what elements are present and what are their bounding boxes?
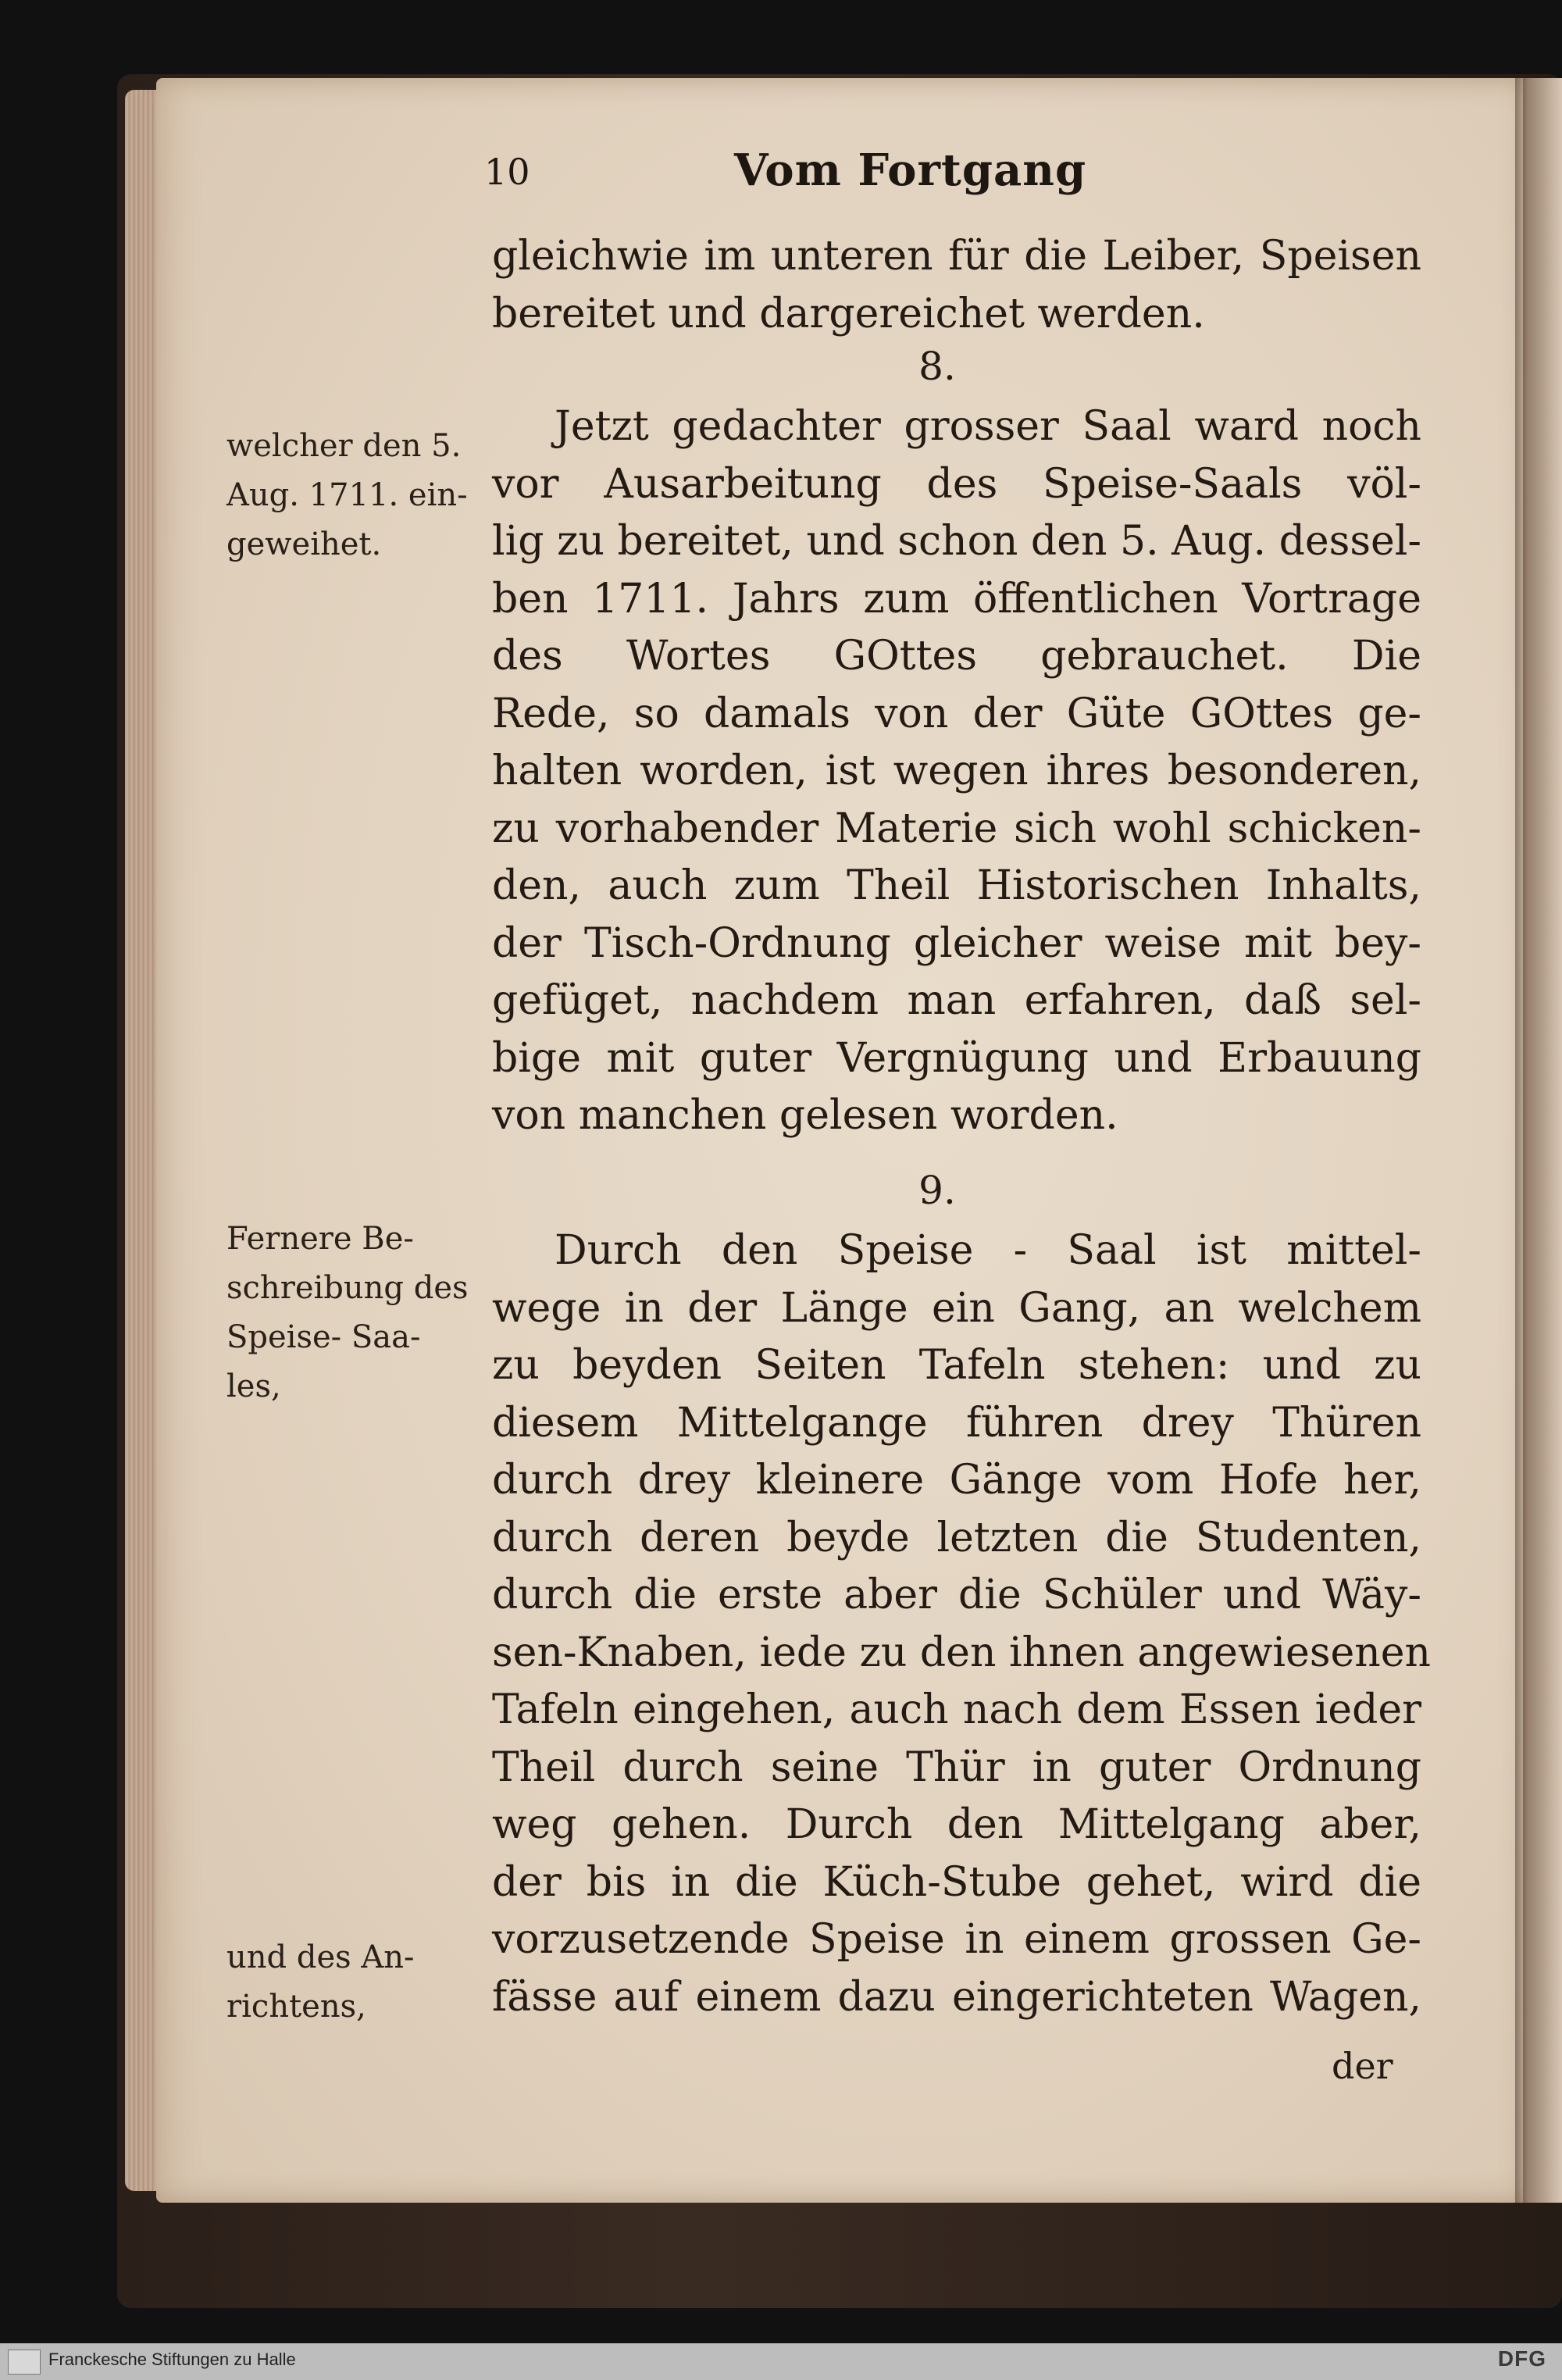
text-line: zu beyden Seiten Tafeln stehen: und zu bbox=[492, 1342, 1421, 1389]
text-line: ben 1711. Jahrs zum öffentlichen Vortrage bbox=[492, 575, 1421, 623]
page-number: 10 bbox=[484, 151, 530, 193]
section-8-paragraph bbox=[492, 398, 1421, 1145]
intro-paragraph bbox=[492, 228, 1421, 343]
marginal-line: Aug. 1711. ein- bbox=[226, 477, 468, 513]
text-line: lig zu bereitet, und schon den 5. Aug. dessel- bbox=[492, 518, 1421, 565]
text-line: der Tisch-Ordnung gleicher weise mit bey- bbox=[492, 919, 1421, 967]
marginal-note-consecration bbox=[226, 422, 531, 569]
text-line: zu vorhabender Materie sich wohl schicken- bbox=[492, 805, 1421, 852]
text-line: halten worden, ist wegen ihres besonderen, bbox=[492, 748, 1421, 794]
text-line: Rede, so damals von der Güte GOttes ge- bbox=[492, 690, 1421, 737]
text-line: der bis in die Küch-Stube gehet, wird die bbox=[492, 1858, 1421, 1906]
text-line: vorzusetzende Speise in einem grossen Ge- bbox=[492, 1916, 1421, 1963]
text-line: wege in der Länge ein Gang, an welchem bbox=[492, 1284, 1421, 1332]
text-line: des Wortes GOttes gebrauchet. Die bbox=[492, 633, 1421, 680]
marginal-line: geweihet. bbox=[226, 526, 382, 562]
marginal-line: richtens, bbox=[226, 1989, 366, 2025]
text-line: bige mit guter Vergnügung und Erbauung bbox=[492, 1034, 1421, 1082]
text-line: gleichwie im unteren für die Leiber, Speisen bbox=[492, 233, 1421, 280]
marginal-line: Speise- Saa- bbox=[226, 1319, 421, 1355]
marginal-line: und des An- bbox=[226, 1939, 415, 1975]
marginal-line: schreibung des bbox=[226, 1270, 469, 1306]
text-line: gefüget, nachdem man erfahren, daß sel- bbox=[492, 977, 1421, 1024]
text-line: Tafeln eingehen, auch nach dem Essen ieder bbox=[492, 1686, 1421, 1733]
text-line: durch deren beyde letzten die Studenten, bbox=[492, 1514, 1421, 1561]
text-line: durch die erste aber die Schüler und Wäy- bbox=[492, 1572, 1421, 1618]
text-line: diesem Mittelgange führen drey Thüren bbox=[492, 1399, 1421, 1447]
dfg-logo: DFG bbox=[1497, 2346, 1546, 2371]
marginal-line: Fernere Be- bbox=[226, 1221, 414, 1257]
marginal-line: welcher den 5. bbox=[226, 428, 462, 464]
section-number-8: 8. bbox=[918, 344, 956, 389]
text-line: sen-Knaben, iede zu den ihnen angewiesenen bbox=[492, 1629, 1432, 1676]
marginal-note-serving bbox=[226, 1933, 531, 2032]
text-line: Theil durch seine Thür in guter Ordnung bbox=[492, 1743, 1421, 1791]
text-line: fässe auf einem dazu eingerichteten Wagen, bbox=[492, 1973, 1421, 2021]
text-line: Jetzt gedachter grosser Saal ward noch bbox=[555, 403, 1421, 450]
section-9-paragraph bbox=[492, 1222, 1432, 2026]
text-line: Durch den Speise - Saal ist mittel- bbox=[555, 1227, 1421, 1274]
text-line: von manchen gelesen worden. bbox=[492, 1092, 1118, 1139]
marginal-line: les, bbox=[226, 1368, 281, 1404]
running-head: Vom Fortgang bbox=[734, 145, 1087, 196]
text-line: den, auch zum Theil Historischen Inhalts, bbox=[492, 862, 1421, 909]
text-line: durch drey kleinere Gänge vom Hofe her, bbox=[492, 1457, 1421, 1504]
text-line: weg gehen. Durch den Mittelgang aber, bbox=[492, 1801, 1421, 1848]
page-header bbox=[484, 145, 1421, 207]
institution-logo-icon bbox=[8, 2350, 41, 2375]
section-number-9: 9. bbox=[918, 1168, 956, 1213]
marginal-note-description bbox=[226, 1215, 531, 1411]
catchword: der bbox=[1332, 2045, 1393, 2087]
text-line: vor Ausarbeitung des Speise-Saals völ- bbox=[492, 460, 1421, 508]
footer-institution: Franckesche Stiftungen zu Halle bbox=[48, 2350, 296, 2369]
text-line: bereitet und dargereichet werden. bbox=[492, 290, 1205, 337]
